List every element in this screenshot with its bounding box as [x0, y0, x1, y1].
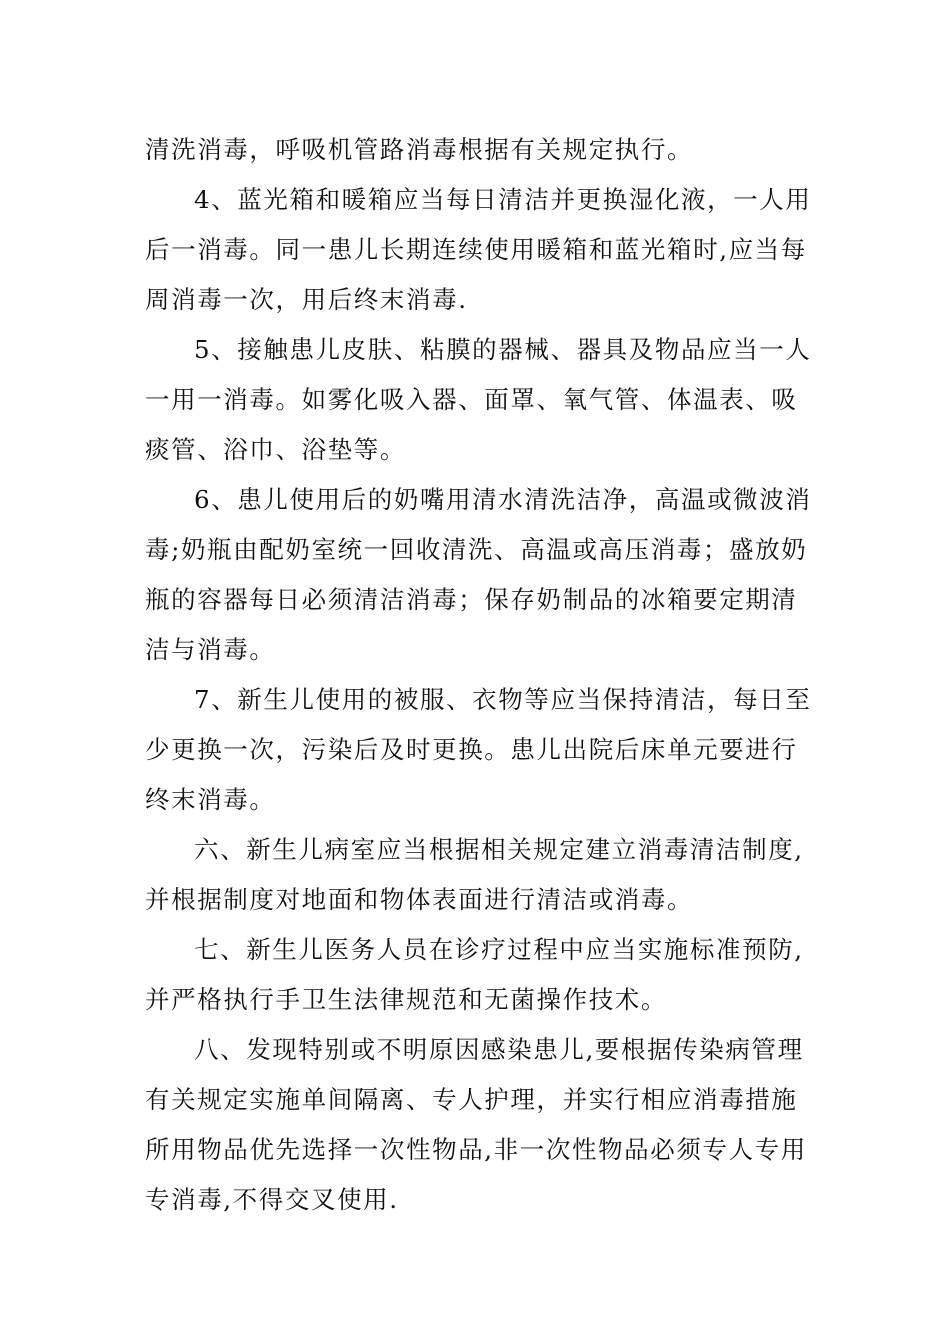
section-eight-start: 八、发现特别或不明原因感染患儿,要根据传染病管理: [194, 1035, 804, 1064]
text-line: 所用物品优先选择一次性物品,非一次性物品必须专人专用: [145, 1135, 807, 1164]
section-seven-start: 七、新生儿医务人员在诊疗过程中应当实施标准预防,: [194, 935, 804, 964]
text-line: 并严格执行手卫生法律规范和无菌操作技术。: [145, 985, 667, 1014]
text-line: 专消毒,不得交叉使用.: [145, 1185, 399, 1214]
text-line: 后一消毒。同一患儿长期连续使用暖箱和蓝光箱时,应当每: [145, 235, 807, 264]
text-line: 毒;奶瓶由配奶室统一回收清洗、高温或高压消毒；盛放奶: [145, 535, 808, 564]
section-six-start: 六、新生儿病室应当根据相关规定建立消毒清洁制度,: [194, 835, 804, 864]
text-line: 瓶的容器每日必须清洁消毒；保存奶制品的冰箱要定期清: [145, 585, 798, 614]
paragraph-5-start: 5、接触患儿皮肤、粘膜的器械、器具及物品应当一人: [194, 335, 812, 364]
text-line: 一用一消毒。如雾化吸入器、面罩、氧气管、体温表、吸: [145, 385, 798, 414]
paragraph-4-start: 4、蓝光箱和暖箱应当每日清洁并更换湿化液，一人用: [194, 185, 812, 214]
paragraph-6-start: 6、患儿使用后的奶嘴用清水清洗洁净，高温或微波消: [194, 485, 812, 514]
text-line: 少更换一次，污染后及时更换。患儿出院后床单元要进行: [145, 735, 798, 764]
text-line: 痰管、浴巾、浴垫等。: [145, 435, 406, 464]
text-line: 周消毒一次，用后终末消毒.: [145, 285, 468, 314]
paragraph-7-start: 7、新生儿使用的被服、衣物等应当保持清洁，每日至: [194, 685, 812, 714]
text-line: 终末消毒。: [145, 785, 276, 814]
text-line: 清洗消毒，呼吸机管路消毒根据有关规定执行。: [145, 135, 694, 164]
text-line: 并根据制度对地面和物体表面进行清洁或消毒。: [145, 885, 694, 914]
text-line: 有关规定实施单间隔离、专人护理，并实行相应消毒措施: [145, 1085, 798, 1114]
text-line: 洁与消毒。: [145, 635, 276, 664]
